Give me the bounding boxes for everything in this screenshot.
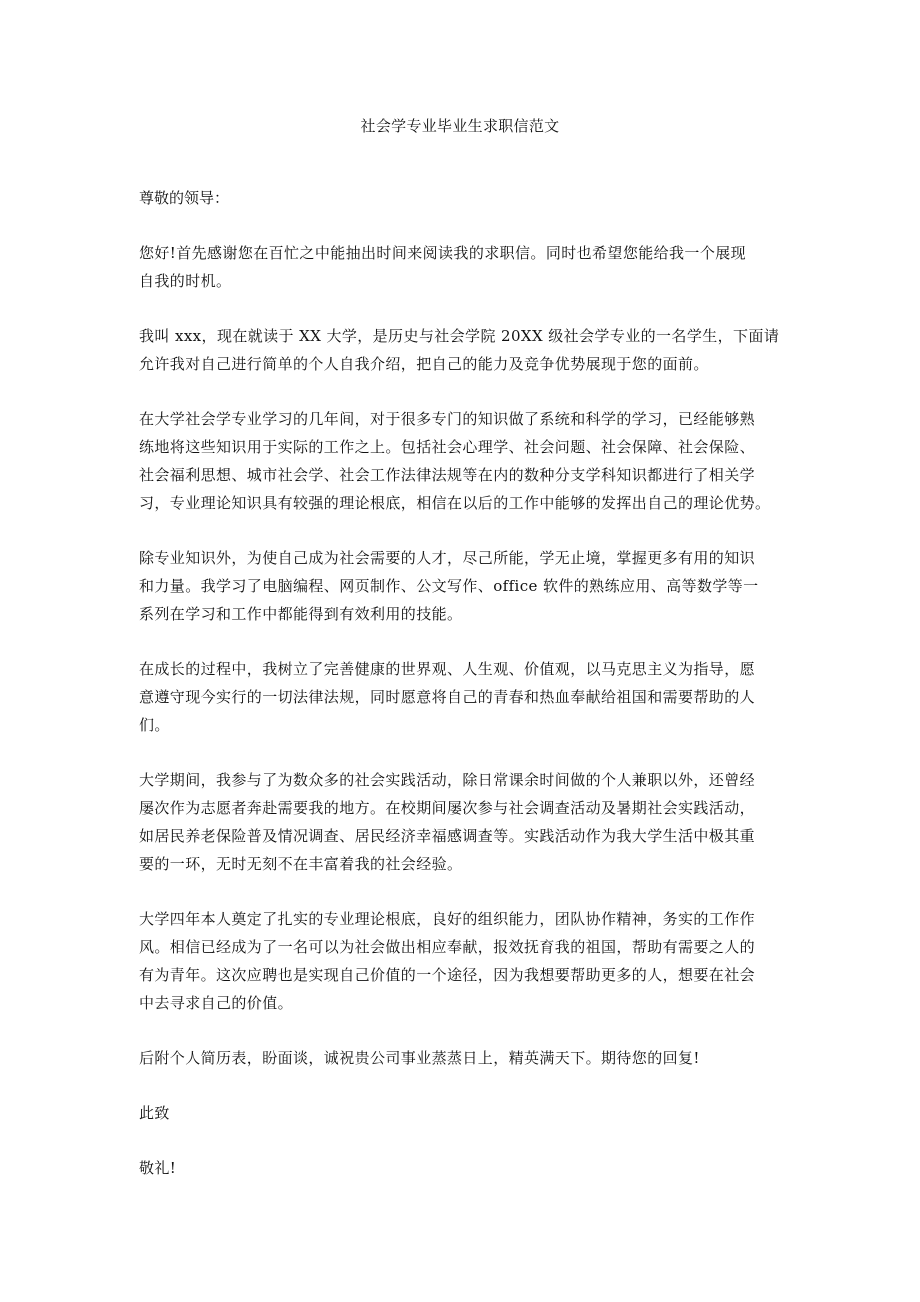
paragraph-line: 除专业知识外，为使自己成为社会需要的人才，尽己所能，学无止境，掌握更多有用的知识 — [139, 549, 756, 567]
paragraph-line: 您好!首先感谢您在百忙之中能抽出时间来阅读我的求职信。同时也希望您能给我一个展现 — [139, 244, 747, 262]
salutation: 尊敬的领导： — [139, 189, 230, 207]
closing-salutation: 此致 — [139, 1104, 170, 1122]
paragraph-line: 大学期间，我参与了为数众多的社会实践活动，除日常课余时间做的个人兼职以外，还曾经 — [139, 771, 756, 789]
paragraph-line: 和力量。我学习了电脑编程、网页制作、公文写作、office 软件的熟练应用、高等数学等一 — [139, 577, 759, 595]
paragraph-line: 系列在学习和工作中都能得到有效利用的技能。 — [139, 605, 463, 623]
paragraph-line: 大学四年本人奠定了扎实的专业理论根底，良好的组织能力，团队协作精神，务实的工作作 — [139, 910, 756, 928]
paragraph-line: 自我的时机。 — [139, 272, 232, 290]
closing-line: 后附个人简历表，盼面谈，诚祝贵公司事业蒸蒸日上，精英满天下。期待您的回复! — [139, 1049, 700, 1067]
paragraph-line: 社会福利思想、城市社会学、社会工作法律法规等在内的数种分支学科知识都进行了相关学 — [139, 466, 756, 484]
paragraph-line: 练地将这些知识用于实际的工作之上。包括社会心理学、社会问题、社会保障、社会保险、 — [139, 438, 756, 456]
paragraph-line: 在成长的过程中，我树立了完善健康的世界观、人生观、价值观，以马克思主义为指导，愿 — [139, 660, 756, 678]
closing-regards: 敬礼! — [139, 1159, 177, 1177]
paragraph-line: 屡次作为志愿者奔赴需要我的地方。在校期间屡次参与社会调查活动及暑期社会实践活动， — [139, 799, 756, 817]
paragraph-line: 要的一环，无时无刻不在丰富着我的社会经验。 — [139, 855, 463, 873]
paragraph-line: 意遵守现今实行的一切法律法规，同时愿意将自己的青春和热血奉献给祖国和需要帮助的人 — [139, 688, 756, 706]
page-title: 社会学专业毕业生求职信范文 — [360, 117, 560, 135]
paragraph-line: 如居民养老保险普及情况调查、居民经济幸福感调查等。实践活动作为我大学生活中极其重 — [139, 827, 756, 845]
paragraph-line: 中去寻求自己的价值。 — [139, 994, 294, 1012]
paragraph-line: 风。相信已经成为了一名可以为社会做出相应奉献，报效抚育我的祖国，帮助有需要之人的 — [139, 938, 756, 956]
paragraph-line: 允许我对自己进行简单的个人自我介绍，把自己的能力及竞争优势展现于您的面前。 — [139, 355, 709, 373]
paragraph-line: 习，专业理论知识具有较强的理论根底，相信在以后的工作中能够的发挥出自己的理论优势。 — [139, 494, 771, 512]
paragraph-line: 在大学社会学专业学习的几年间，对于很多专门的知识做了系统和科学的学习，已经能够熟 — [139, 410, 756, 428]
paragraph-line: 我叫 xxx，现在就读于 XX 大学，是历史与社会学院 20XX 级社会学专业的一名学生，下面请 — [139, 327, 780, 345]
paragraph-line: 们。 — [139, 716, 170, 734]
paragraph-line: 有为青年。这次应聘也是实现自己价值的一个途径，因为我想要帮助更多的人，想要在社会 — [139, 966, 756, 984]
